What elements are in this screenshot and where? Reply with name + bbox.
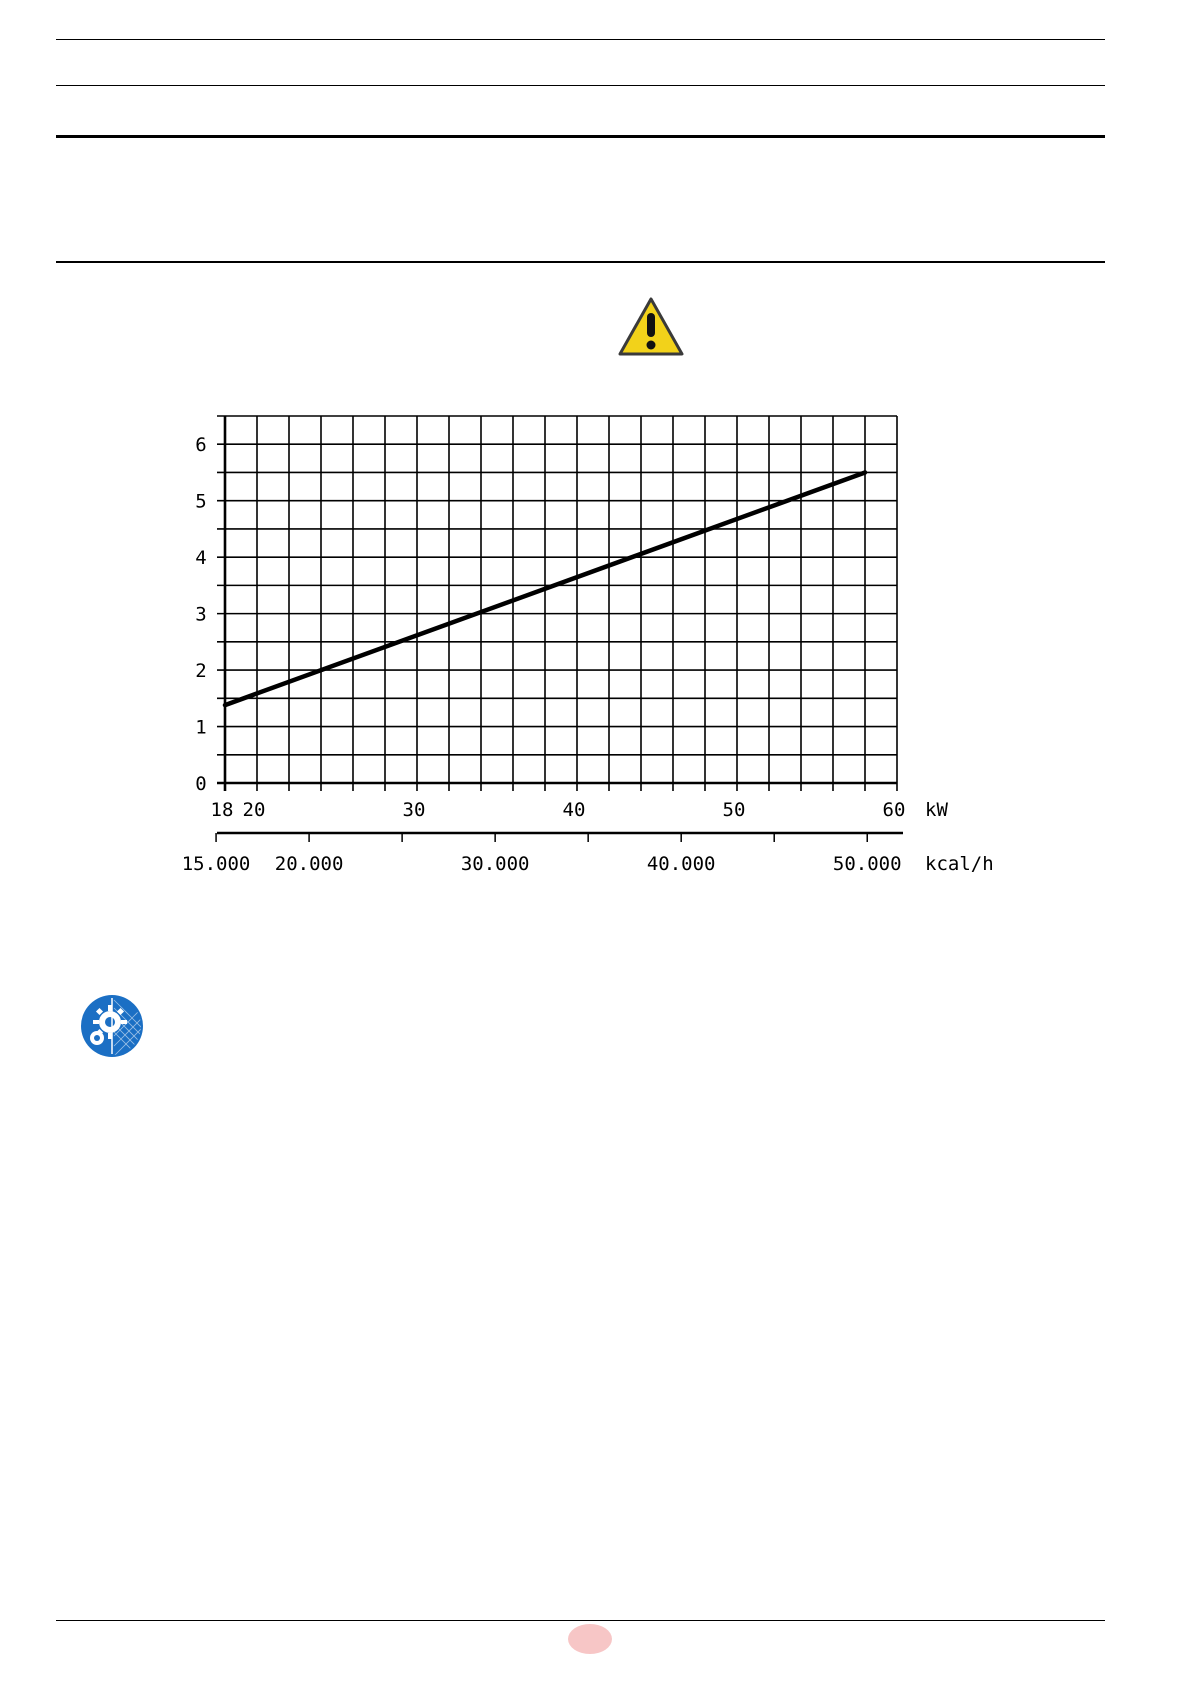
chart-grid	[217, 416, 897, 791]
x-tick-label: 20	[242, 799, 266, 821]
y-tick-label: 1	[195, 716, 207, 739]
footer-rule	[56, 1620, 1105, 1621]
y-tick-label: 3	[195, 603, 207, 626]
y-tick-label: 2	[195, 660, 207, 683]
secondary-tick-label: 50.000	[832, 853, 902, 875]
secondary-tick-label: 30.000	[460, 853, 530, 875]
secondary-tick-label: 20.000	[274, 853, 344, 875]
chart-axes	[216, 416, 903, 842]
secondary-tick-label: 15.000	[181, 853, 251, 875]
x-tick-label: 50	[722, 799, 746, 821]
x-tick-label: 40	[562, 799, 586, 821]
secondary-tick-label: 40.000	[646, 853, 716, 875]
maintenance-gear-icon	[80, 994, 144, 1058]
x-tick-label: 60	[882, 799, 906, 821]
y-tick-label: 0	[195, 773, 207, 795]
x-axis-label: kW	[925, 799, 948, 821]
secondary-axis-label: kcal/h	[925, 853, 994, 875]
x-tick-label: 18	[210, 799, 234, 821]
page-number-marker	[568, 1624, 612, 1654]
x-tick-label: 30	[402, 799, 426, 821]
y-tick-label: 4	[195, 547, 207, 570]
y-tick-label: 6	[195, 434, 207, 457]
y-tick-label: 5	[195, 490, 207, 513]
